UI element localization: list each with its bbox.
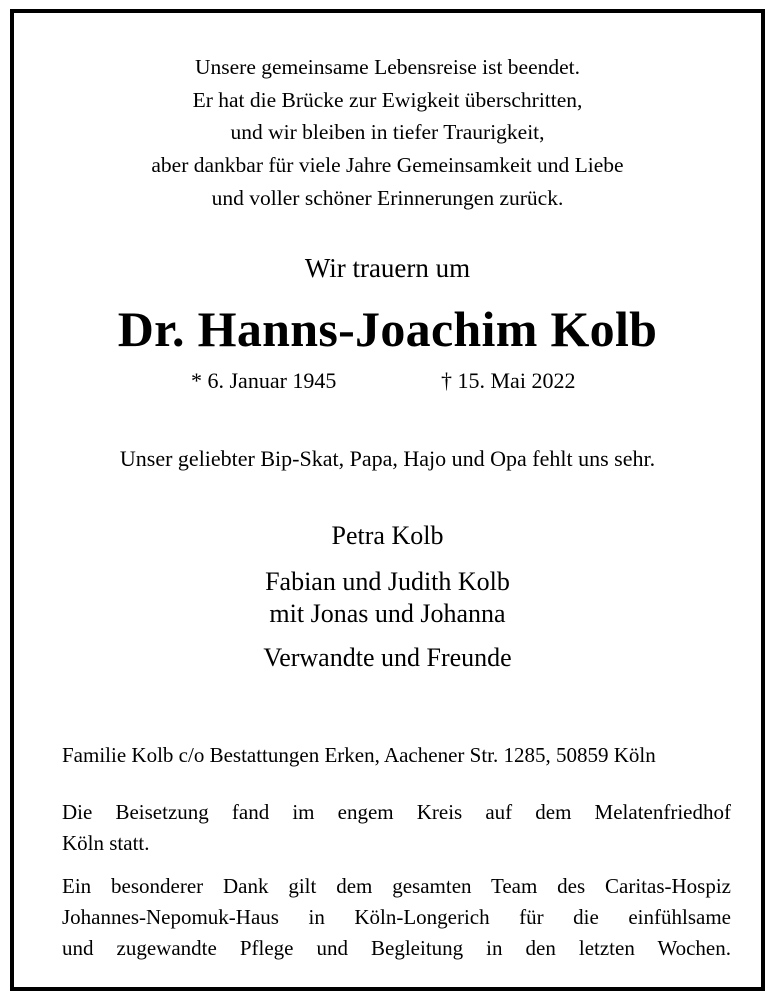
poem-line: Er hat die Brücke zur Ewigkeit überschritten, xyxy=(192,87,583,112)
thanks-line: Ein besonderer Dank gilt dem gesamten Team des Caritas-Hospiz xyxy=(62,874,731,898)
thanks-line: und zugewandte Pflege und Begleitung in den letzten Wochen. xyxy=(62,936,731,960)
burial-line: Köln statt. xyxy=(62,831,150,855)
death-date: † 15. Mai 2022 xyxy=(441,368,576,393)
opening-poem xyxy=(14,51,761,215)
mourner-grandchildren-line: mit Jonas und Johanna xyxy=(269,599,506,628)
poem-line: Unsere gemeinsame Lebensreise ist beendet. xyxy=(194,55,581,79)
poem-line: und voller schöner Erinnerungen zurück. xyxy=(211,185,564,210)
burial-note xyxy=(62,797,731,859)
thanks-line: Johannes-Nepomuk-Haus in Köln-Longerich für die einfühlsame xyxy=(62,905,731,929)
poem-line: aber dankbar für viele Jahre Gemeinsamkeit und Liebe xyxy=(151,153,624,178)
contact-address: Familie Kolb c/o Bestattungen Erken, Aachener Str. 1285, 50859 Köln xyxy=(62,743,656,767)
tribute-line: Unser geliebter Bip-Skat, Papa, Hajo und Opa fehlt uns sehr. xyxy=(119,446,656,471)
mourner-children-line: Fabian und Judith Kolb xyxy=(265,567,510,596)
mourner-relatives: Verwandte und Freunde xyxy=(263,643,512,672)
poem-line: und wir bleiben in tiefer Traurigkeit, xyxy=(230,120,545,145)
thanks-note xyxy=(62,871,731,964)
mourner-wife: Petra Kolb xyxy=(331,521,444,550)
deceased-name: Dr. Hanns-Joachim Kolb xyxy=(117,301,658,357)
mourning-announcement: Wir trauern um xyxy=(304,253,471,283)
burial-line: Die Beisetzung fand im engem Kreis auf dem Melatenfriedhof xyxy=(62,800,731,824)
birth-date: * 6. Januar 1945 xyxy=(191,368,337,393)
obituary-notice xyxy=(10,9,765,991)
mourner-children xyxy=(14,566,761,630)
